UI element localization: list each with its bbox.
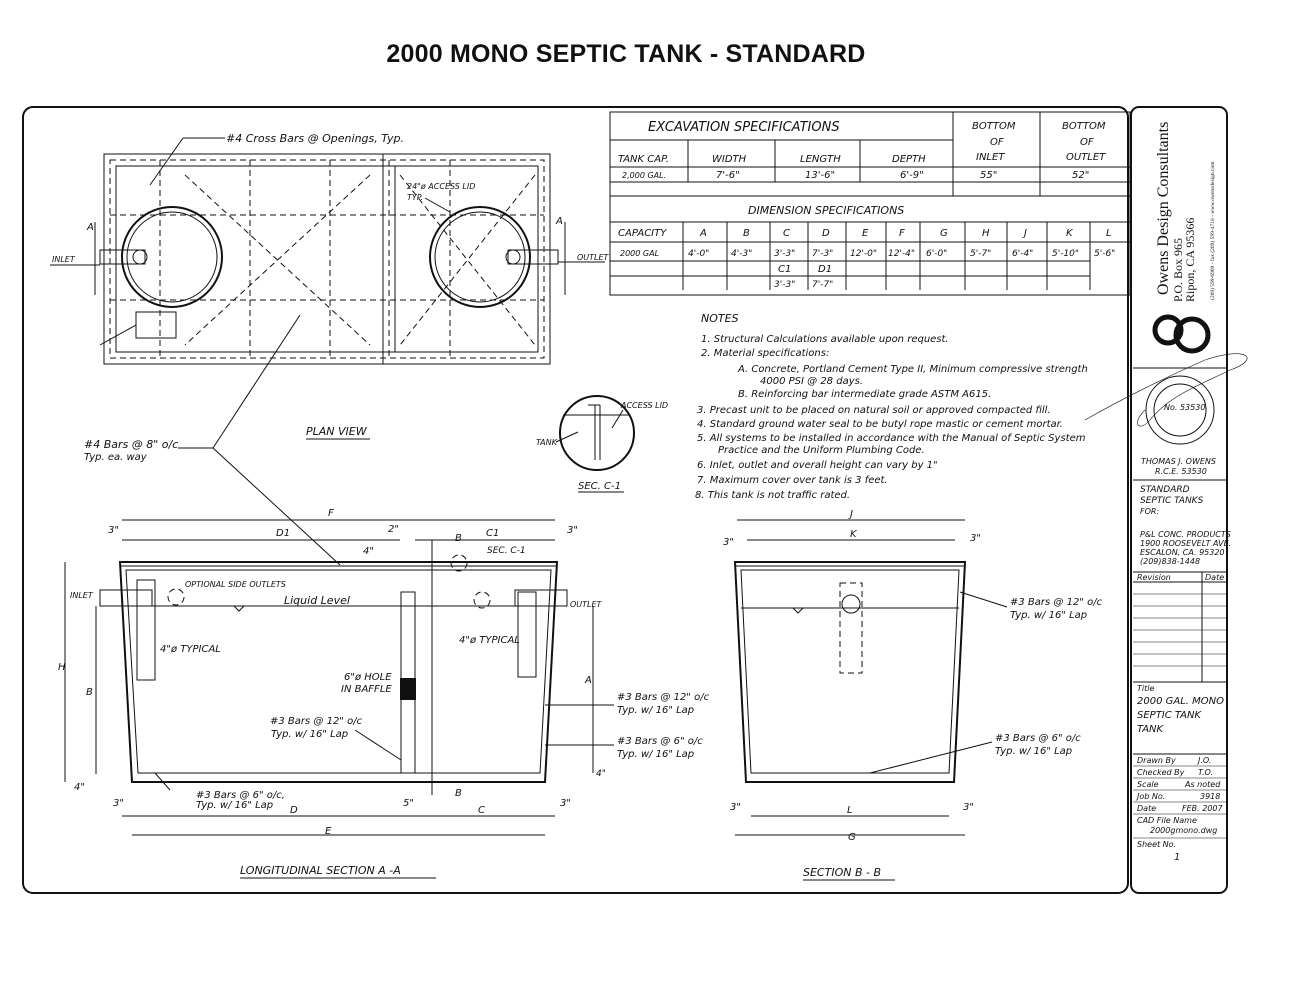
b-mark-top: B	[455, 533, 462, 544]
bb-bars6-b: Typ. w/ 16" Lap	[995, 746, 1073, 757]
drawing-border	[23, 107, 1128, 893]
dim-a: A	[585, 675, 592, 686]
dim-h-g: G	[940, 228, 948, 239]
right-bars12-b: Typ. w/ 16" Lap	[617, 705, 695, 716]
dim-h-d: D	[822, 228, 830, 239]
dim-v-cap: 2000 GAL	[620, 249, 660, 258]
right-bars12: #3 Bars @ 12" o/c	[617, 692, 710, 703]
engineer-rce: R.C.E. 53530	[1155, 467, 1207, 476]
dim-4-top: 4"	[363, 546, 374, 557]
exc-h-length: LENGTH	[800, 154, 841, 165]
long-inlet-label: INLET	[70, 591, 93, 600]
right-bars6-b: Typ. w/ 16" Lap	[617, 749, 695, 760]
exc-h-bo-2: OF	[1080, 137, 1094, 148]
dim-v-k: 5'-10"	[1052, 249, 1080, 259]
exc-v-cap: 2,000 GAL.	[622, 171, 667, 180]
b-mark-bottom: B	[455, 788, 462, 799]
date-label: Date	[1137, 804, 1157, 813]
dim-v-d1-val: 7'-7"	[812, 280, 834, 290]
job-value: 3918	[1200, 792, 1221, 801]
long-section-label: LONGITUDINAL SECTION A -A	[240, 864, 401, 877]
dim-c1: C1	[486, 528, 500, 539]
exc-v-depth: 6'-9"	[900, 170, 924, 181]
drawn-by-value: J.O.	[1198, 756, 1212, 765]
note-5: 5. All systems to be installed in accordance with the Manual of Septic System	[697, 433, 1086, 444]
typical-right: 4"ø TYPICAL	[459, 635, 520, 646]
company-city: Ripon, CA 95366	[1183, 217, 1197, 302]
note-6: 6. Inlet, outlet and overall height can vary by 1"	[697, 460, 938, 471]
bb-3-br: 3"	[963, 802, 974, 813]
client-1: P&L CONC. PRODUCTS	[1140, 530, 1231, 539]
note-2a: A. Concrete, Portland Cement Type II, Minimum compressive strength	[738, 364, 1088, 375]
rev-date-label: Date	[1205, 573, 1225, 582]
plan-inlet-label: INLET	[52, 255, 75, 264]
note-5-cont: Practice and the Uniform Plumbing Code.	[718, 445, 925, 456]
dim-4-bottom: 4"	[74, 782, 85, 793]
dimension-table	[610, 204, 1130, 290]
scale-value: As noted	[1185, 780, 1221, 789]
liquid-level-label: Liquid Level	[284, 594, 350, 607]
dim-k: K	[850, 529, 857, 540]
plan-outlet-label: OUTLET	[577, 253, 609, 262]
longitudinal-section	[58, 508, 710, 878]
bars-8-callout: #4 Bars @ 8" o/c	[84, 438, 179, 451]
dim-3-bl: 3"	[113, 798, 124, 809]
dim-v-l: 5'-6"	[1094, 249, 1116, 259]
dim-2: 2"	[388, 524, 399, 535]
tb-title-2: SEPTIC TANK	[1137, 710, 1201, 721]
bb-bars6: #3 Bars @ 6" o/c	[995, 733, 1081, 744]
dim-v-d: 7'-3"	[812, 249, 834, 259]
cad-label: CAD File Name	[1137, 816, 1197, 825]
dim-v-b: 4'-3"	[731, 249, 753, 259]
bars12-callout-b: Typ. w/ 16" Lap	[271, 729, 349, 740]
dim-l: L	[847, 805, 853, 816]
plan-access-typ: TYP.	[407, 193, 424, 202]
dim-h: H	[58, 662, 66, 673]
sec-c1-detail	[536, 396, 668, 492]
cad-value: 2000gmono.dwg	[1150, 826, 1218, 835]
exc-h-bi-2: OF	[990, 137, 1004, 148]
plan-access-lid-callout: 24"ø ACCESS LID	[407, 182, 476, 191]
dim-c: C	[478, 805, 485, 816]
dim-h-cap: CAPACITY	[618, 228, 667, 239]
note-2a-cont: 4000 PSI @ 28 days.	[760, 376, 863, 387]
dim-h-f: F	[899, 228, 905, 239]
client-2: 1900 ROOSEVELT AVE.	[1140, 539, 1232, 548]
dim-v-d1: D1	[818, 264, 833, 275]
sec-c1-access: ACCESS LID	[621, 401, 669, 410]
bb-3-bl: 3"	[730, 802, 741, 813]
revision-label: Revision	[1137, 573, 1171, 582]
section-bb	[723, 509, 1103, 880]
drawn-by-label: Drawn By	[1137, 756, 1176, 765]
dim-h-a: A	[700, 228, 707, 239]
company-logo	[1155, 317, 1208, 351]
note-3: 3. Precast unit to be placed on natural soil or approved compacted fill.	[697, 405, 1051, 416]
exc-h-bo-1: BOTTOM	[1062, 121, 1106, 132]
dim-h-l: L	[1106, 228, 1112, 239]
checked-by-value: T.O.	[1198, 768, 1213, 777]
dim-3-tl: 3"	[108, 525, 119, 536]
sec-c1-ref: SEC. C-1	[487, 546, 526, 556]
dim-v-a: 4'-0"	[688, 249, 710, 259]
dim-e: E	[325, 826, 332, 837]
dim-h-b: B	[743, 228, 750, 239]
bb-bars12-b: Typ. w/ 16" Lap	[1010, 610, 1088, 621]
note-2b: B. Reinforcing bar intermediate grade ASTM A615.	[738, 389, 992, 400]
exc-h-bo-3: OUTLET	[1066, 152, 1106, 163]
dim-3-tr: 3"	[567, 525, 578, 536]
company-po: P.O. Box 965	[1171, 237, 1185, 302]
dim-v-e: 12'-0"	[850, 249, 878, 259]
company-phone: (209) 599-6909 - fax (209) 599-4718 - www.owensdesign.com	[1210, 161, 1216, 300]
tb-title-3: TANK	[1137, 724, 1164, 735]
tb-title-1: 2000 GAL. MONO	[1137, 696, 1224, 707]
plan-cross-bars-callout: #4 Cross Bars @ Openings, Typ.	[226, 132, 405, 145]
bb-bars12: #3 Bars @ 12" o/c	[1010, 597, 1103, 608]
dim-5: 5"	[403, 798, 414, 809]
seal-number: No. 53530	[1164, 403, 1206, 412]
hole-label-2: IN BAFFLE	[341, 684, 392, 695]
engineer-seal	[1146, 376, 1214, 444]
plan-view	[50, 132, 610, 565]
project-3: FOR:	[1140, 507, 1160, 516]
sheet-value: 1	[1174, 852, 1181, 863]
scale-label: Scale	[1137, 780, 1159, 789]
client-4: (209)838-1448	[1140, 557, 1201, 566]
note-1: 1. Structural Calculations available upon request.	[701, 334, 949, 345]
dim-v-c1-val: 3'-3"	[774, 280, 796, 290]
bb-3-tr: 3"	[970, 533, 981, 544]
dimension-title: DIMENSION SPECIFICATIONS	[748, 204, 905, 217]
bars6-callout: #3 Bars @ 6" o/c,	[196, 790, 285, 801]
exc-h-width: WIDTH	[712, 154, 747, 165]
exc-v-inlet: 55"	[980, 170, 998, 181]
hole-label: 6"ø HOLE	[344, 672, 392, 683]
signature	[1085, 354, 1247, 426]
optional-side-outlets: OPTIONAL SIDE OUTLETS	[185, 580, 286, 589]
dim-d: D	[290, 805, 298, 816]
baffle-hole	[400, 678, 416, 700]
dim-v-h: 5'-7"	[970, 249, 992, 259]
dim-b: B	[86, 687, 93, 698]
job-label: Job No.	[1137, 792, 1166, 801]
client-3: ESCALON, CA. 95320	[1140, 548, 1225, 557]
section-bb-label: SECTION B - B	[803, 866, 882, 879]
exc-v-width: 7'-6"	[716, 170, 740, 181]
note-8: 8. This tank is not traffic rated.	[695, 490, 851, 501]
notes-title: NOTES	[701, 312, 739, 325]
dim-h-k: K	[1066, 228, 1073, 239]
typical-left: 4"ø TYPICAL	[160, 644, 221, 655]
dim-h-j: J	[1024, 228, 1027, 239]
dim-3-br: 3"	[560, 798, 571, 809]
dim-4-right: 4"	[596, 769, 606, 779]
dim-v-c1: C1	[778, 264, 792, 275]
dim-v-j: 6'-4"	[1012, 249, 1034, 259]
right-bars6: #3 Bars @ 6" o/c	[617, 736, 703, 747]
checked-by-label: Checked By	[1137, 768, 1185, 777]
exc-h-bi-1: BOTTOM	[972, 121, 1016, 132]
bars12-callout: #3 Bars @ 12" o/c	[270, 716, 363, 727]
exc-v-length: 13'-6"	[805, 170, 836, 181]
note-7: 7. Maximum cover over tank is 3 feet.	[697, 475, 888, 486]
exc-h-depth: DEPTH	[892, 154, 926, 165]
sec-c1-tank: TANK	[536, 438, 557, 447]
plan-a-mark-right: A	[556, 216, 563, 227]
access-lid-right	[430, 207, 530, 307]
plan-view-label: PLAN VIEW	[306, 425, 367, 438]
dim-h-h: H	[982, 228, 990, 239]
engineer-name: THOMAS J. OWENS	[1141, 457, 1216, 466]
dim-j: J	[850, 509, 853, 520]
exc-h-bi-3: INLET	[976, 152, 1005, 163]
access-lid-left	[122, 207, 222, 307]
sheet-label: Sheet No.	[1137, 840, 1177, 849]
excavation-title: EXCAVATION SPECIFICATIONS	[648, 120, 840, 135]
bars-8-sub: Typ. ea. way	[84, 452, 147, 463]
plan-a-mark-left: A	[87, 222, 94, 233]
bb-3-tl: 3"	[723, 537, 734, 548]
title-label: Title	[1137, 684, 1155, 693]
note-2: 2. Material specifications:	[701, 348, 830, 359]
dim-v-g: 6'-0"	[926, 249, 948, 259]
long-outlet-label: OUTLET	[570, 600, 602, 609]
dim-d1: D1	[276, 528, 291, 539]
notes	[695, 312, 1088, 501]
dim-g: G	[848, 832, 856, 843]
project-2: SEPTIC TANKS	[1140, 496, 1204, 506]
dim-v-c: 3'-3"	[774, 249, 796, 259]
dim-h-e: E	[862, 228, 869, 239]
note-4: 4. Standard ground water seal to be butyl rope mastic or cement mortar.	[697, 419, 1063, 430]
exc-v-outlet: 52"	[1072, 170, 1090, 181]
exc-h-cap: TANK CAP.	[618, 154, 669, 165]
dim-v-f: 12'-4"	[888, 249, 916, 259]
page-title: 2000 MONO SEPTIC TANK - STANDARD	[386, 40, 866, 68]
sec-c1-label: SEC. C-1	[578, 481, 621, 492]
project-1: STANDARD	[1140, 485, 1190, 495]
date-value: FEB. 2007	[1182, 804, 1223, 813]
dim-h-c: C	[783, 228, 790, 239]
dim-f: F	[328, 508, 334, 519]
bars6-callout-b: Typ. w/ 16" Lap	[196, 800, 274, 811]
company-name: Owens Design Consultants	[1155, 121, 1172, 295]
